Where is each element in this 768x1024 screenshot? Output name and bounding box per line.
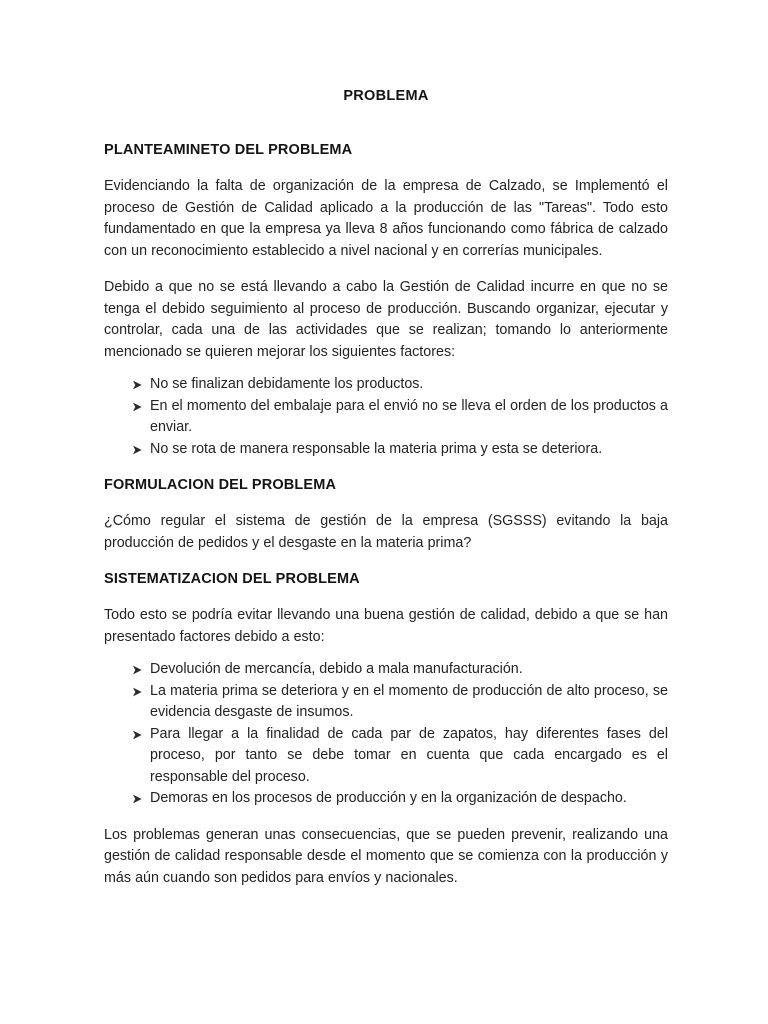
list-item — [104, 788, 668, 810]
spacer — [104, 460, 668, 475]
arrow-head-bullet-icon — [132, 788, 144, 810]
list-item-label: No se finalizan debidamente los productos. — [150, 376, 424, 392]
list-item — [104, 681, 668, 724]
title-spacer — [104, 106, 668, 140]
list-item — [104, 396, 668, 439]
spacer — [104, 648, 668, 659]
list-item — [104, 724, 668, 789]
list-item — [104, 374, 668, 396]
list-item-label: Demoras en los procesos de producción y en la organización de despacho. — [150, 790, 627, 806]
arrow-head-bullet-icon — [132, 439, 144, 461]
spacer — [104, 554, 668, 569]
section-heading-planteamiento: PLANTEAMINETO DEL PROBLEMA — [104, 142, 353, 158]
arrow-head-bullet-icon — [132, 374, 144, 396]
list-item-label: No se rota de manera responsable la materia prima y esta se deteriora. — [150, 440, 603, 457]
list-item — [104, 659, 668, 681]
spacer — [104, 262, 668, 277]
list-item-label: Para llegar a la finalidad de cada par de zapatos, hay diferentes fases del proceso, por tanto se debe tomar en cuenta que cada encargado es el responsable del proceso. — [150, 725, 668, 785]
list-item-label: Devolución de mercancía, debido a mala manufacturación. — [150, 661, 523, 677]
factor-list-sistematizacion — [104, 659, 668, 810]
paragraph-formulacion-1: ¿Cómo regular el sistema de gestión de la empresa (SGSSS) evitando la baja producción de pedidos y el desgaste en la materia prima? — [104, 513, 668, 551]
arrow-head-bullet-icon — [132, 396, 144, 418]
section-heading-sistematizacion: SISTEMATIZACION DEL PROBLEMA — [104, 571, 360, 587]
list-item — [104, 439, 668, 461]
list-item-label: En el momento del embalaje para el envió no se lleva el orden de los productos a enviar. — [150, 397, 668, 435]
arrow-head-bullet-icon — [132, 681, 144, 703]
list-item-label: La materia prima se deteriora y en el momento de producción de alto proceso, se evidencia desgaste de insumos. — [150, 682, 668, 720]
spacer — [104, 590, 668, 605]
spacer — [104, 496, 668, 511]
factor-list-planteamiento — [104, 374, 668, 460]
spacer — [104, 363, 668, 374]
paragraph-sistematizacion-1: Todo esto se podría evitar llevando una buena gestión de calidad, debido a que se han presentado factores debido a esto: — [104, 607, 668, 645]
spacer — [104, 161, 668, 176]
paragraph-closing: Los problemas generan unas consecuencias, que se pueden prevenir, realizando una gestión de calidad responsable desde el momento que se comienza con la producción y más aún cuando son pedidos para envíos y nacionales. — [104, 826, 668, 886]
spacer — [104, 810, 668, 825]
paragraph-planteamiento-2: Debido a que no se está llevando a cabo la Gestión de Calidad incurre en que no se tenga el debido seguimiento al proceso de producción. Buscando organizar, ejecutar y controlar, cada una de las actividades que se realizan; tomando lo anteriormente mencionado se quieren mejorar los siguientes factores: — [104, 279, 668, 360]
arrow-head-bullet-icon — [132, 659, 144, 681]
document-content — [104, 86, 668, 889]
arrow-head-bullet-icon — [132, 724, 144, 746]
page-title: PROBLEMA — [343, 88, 429, 104]
section-heading-formulacion: FORMULACION DEL PROBLEMA — [104, 477, 337, 493]
paragraph-planteamiento-1: Evidenciando la falta de organización de la empresa de Calzado, se Implementó el proceso de Gestión de Calidad aplicado a la producción de las "Tareas". Todo esto fundamentado en que la empresa ya lleva 8 años funcionando como fábrica de calzado con un reconocimiento establecido a nivel nacional y en correrías municipales. — [104, 178, 668, 259]
